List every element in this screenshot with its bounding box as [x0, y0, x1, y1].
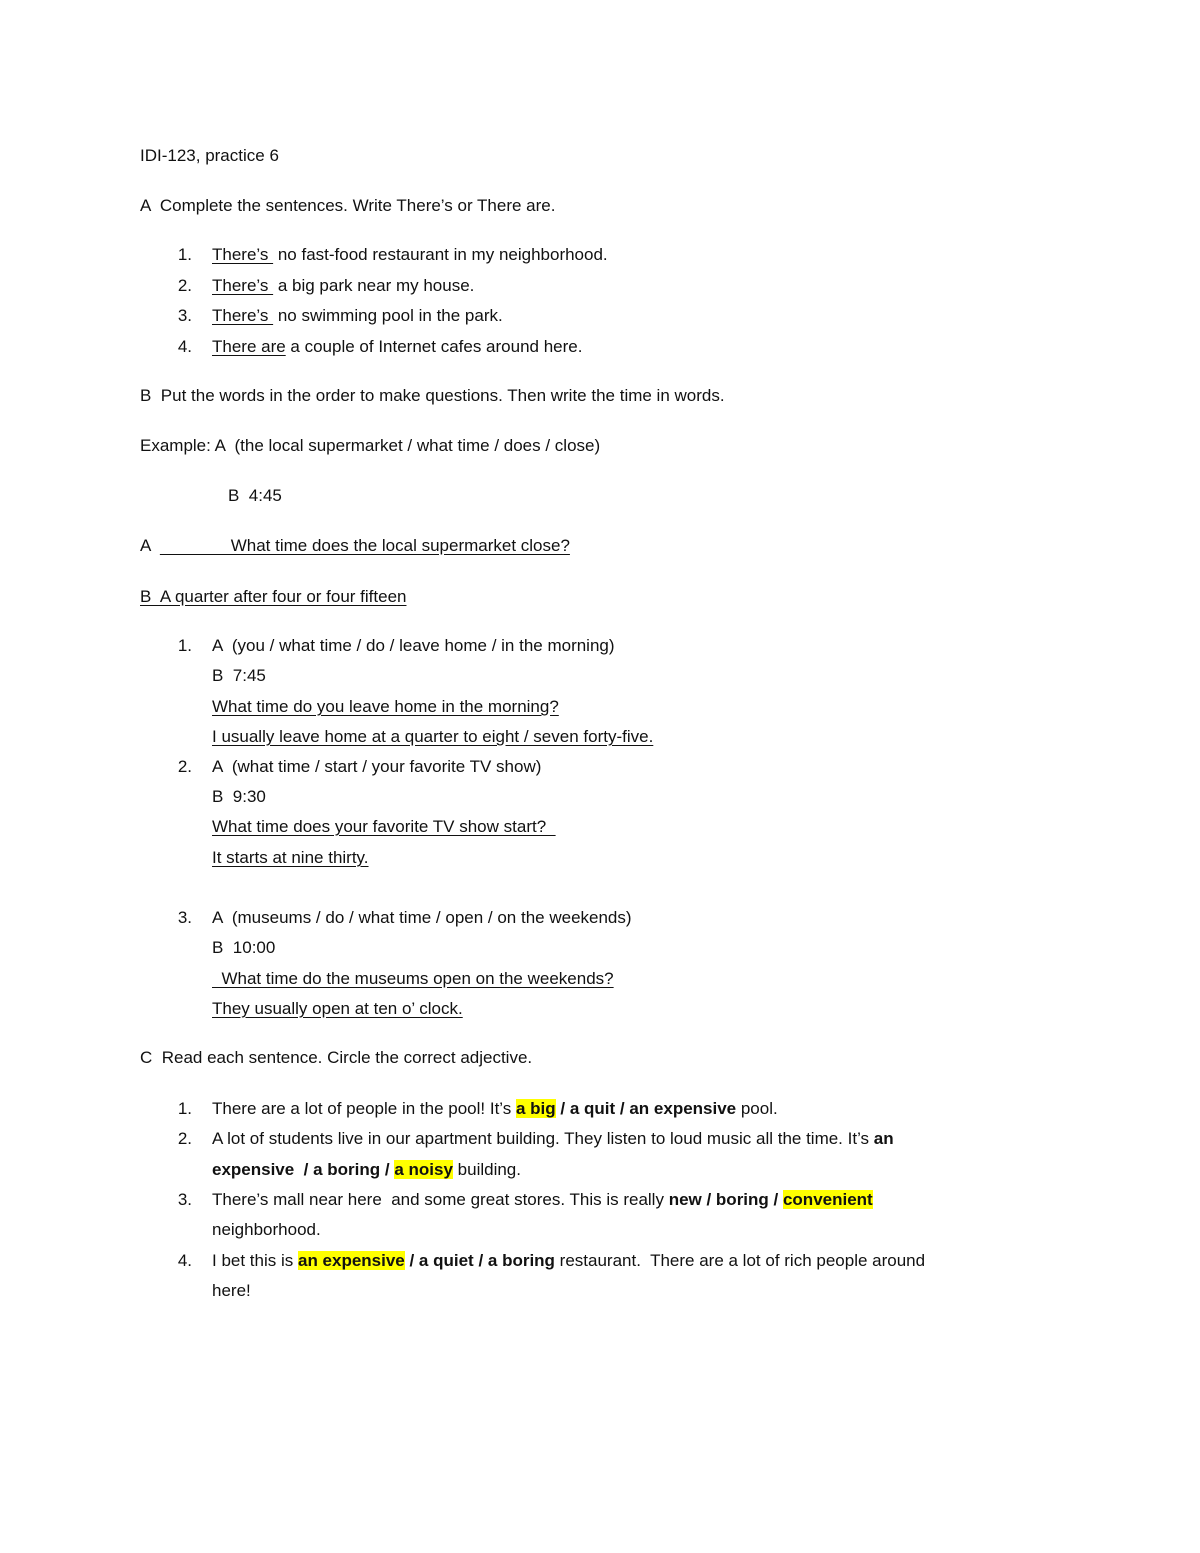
- adjective-options: an: [873, 1129, 894, 1148]
- list-number: 1.: [177, 245, 192, 264]
- list-item: [212, 1099, 778, 1119]
- item-text: a couple of Internet cafes around here.: [285, 337, 583, 356]
- adjective-options: expensive / a boring /: [212, 1160, 395, 1179]
- item-time: B 9:30: [212, 787, 266, 806]
- list-item: [212, 245, 608, 265]
- example-prompt: Example: A (the local supermarket / what time / does / close): [140, 436, 601, 455]
- item-question: What time do you leave home in the morning?: [212, 697, 559, 716]
- item-prompt: A (museums / do / what time / open / on the weekends): [212, 908, 632, 927]
- selected-adjective: an expensive: [297, 1251, 405, 1270]
- list-item: [212, 1190, 873, 1210]
- selected-adjective: a big: [516, 1099, 556, 1118]
- item-prompt: A (what time / start / your favorite TV show): [212, 757, 542, 776]
- list-number: 4.: [177, 337, 192, 356]
- list-number: 1.: [177, 1099, 192, 1118]
- answer-text: There are: [212, 337, 286, 356]
- example-question: What time does the local supermarket close?: [159, 536, 570, 555]
- item-text: a big park near my house.: [273, 276, 475, 295]
- list-number: 2.: [177, 1129, 192, 1148]
- list-number: 3.: [177, 1190, 192, 1209]
- answer-text: There’s: [212, 306, 274, 325]
- list-number: 3.: [177, 908, 192, 927]
- list-item: [212, 276, 474, 296]
- selected-adjective: a noisy: [394, 1160, 453, 1179]
- list-item: [212, 337, 582, 357]
- section-a-instruction: A Complete the sentences. Write There’s or There are.: [140, 196, 556, 215]
- item-prompt: A (you / what time / do / leave home / in the morning): [212, 636, 615, 655]
- item-text: There’s mall near here and some great stores. This is really: [212, 1190, 669, 1209]
- item-time: B 7:45: [212, 666, 266, 685]
- list-number: 3.: [177, 306, 192, 325]
- adjective-options: / a quiet / a boring: [404, 1251, 555, 1270]
- example-answer: B A quarter after four or four fifteen: [140, 587, 407, 606]
- answer-text: There’s: [212, 276, 274, 295]
- document-title: IDI-123, practice 6: [140, 146, 279, 165]
- item-answer: They usually open at ten o’ clock.: [212, 999, 463, 1018]
- example-a-label: A: [140, 536, 151, 555]
- item-text: no fast-food restaurant in my neighborhood.: [273, 245, 608, 264]
- example-question-line: [140, 536, 570, 556]
- list-number: 2.: [177, 276, 192, 295]
- list-item: [212, 1129, 894, 1149]
- adjective-options: / a quit / an expensive: [555, 1099, 737, 1118]
- answer-text: There’s: [212, 245, 274, 264]
- item-answer: It starts at nine thirty.: [212, 848, 369, 867]
- section-b-instruction: B Put the words in the order to make questions. Then write the time in words.: [140, 386, 725, 405]
- adjective-options: new / boring /: [668, 1190, 783, 1209]
- selected-adjective: convenient: [782, 1190, 873, 1209]
- item-text: pool.: [736, 1099, 778, 1118]
- list-number: 1.: [177, 636, 192, 655]
- item-text: A lot of students live in our apartment building. They listen to loud music all the time. It’s: [212, 1129, 874, 1148]
- section-c-instruction: C Read each sentence. Circle the correct adjective.: [140, 1048, 533, 1067]
- item-answer: I usually leave home at a quarter to eight / seven forty-five.: [212, 727, 654, 746]
- item-question: What time does your favorite TV show start?: [212, 817, 556, 836]
- list-number: 2.: [177, 757, 192, 776]
- example-time: B 4:45: [228, 486, 282, 505]
- list-item: [212, 1251, 925, 1271]
- list-item-continued: here!: [212, 1281, 251, 1300]
- item-text: restaurant. There are a lot of rich people around: [554, 1251, 926, 1270]
- item-text: building.: [452, 1160, 521, 1179]
- item-time: B 10:00: [212, 938, 276, 957]
- item-text: There are a lot of people in the pool! It’s: [212, 1099, 516, 1118]
- list-number: 4.: [177, 1251, 192, 1270]
- list-item: [212, 306, 503, 326]
- list-item-continued: [212, 1160, 521, 1180]
- item-text: no swimming pool in the park.: [273, 306, 503, 325]
- list-item-continued: neighborhood.: [212, 1220, 321, 1239]
- item-question: What time do the museums open on the weekends?: [212, 969, 614, 988]
- item-text: I bet this is: [212, 1251, 298, 1270]
